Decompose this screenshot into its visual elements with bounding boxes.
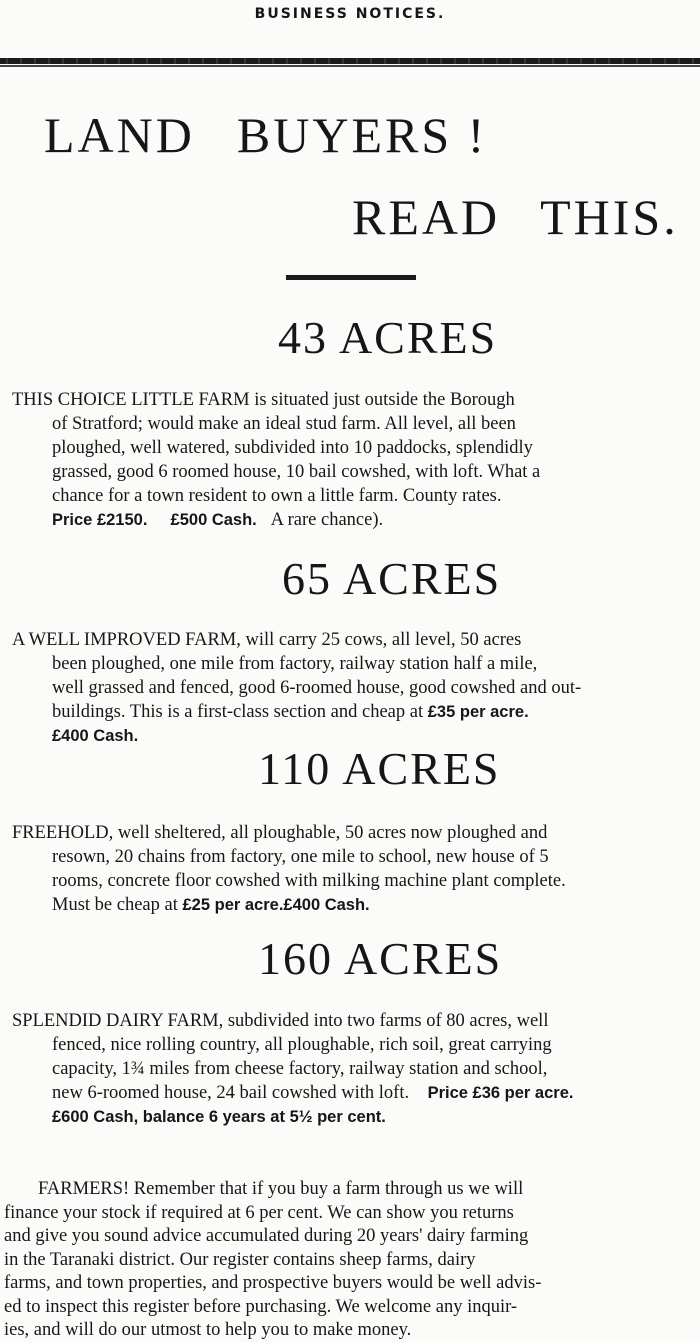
notice-line: and give you sound advice accumulated during 20 years' dairy farming xyxy=(4,1226,529,1246)
listing-line: chance for a town resident to own a little farm. County rates. xyxy=(52,486,502,506)
listing-line: rooms, concrete floor cowshed with milking machine plant complete. xyxy=(52,871,566,891)
notice-line: FARMERS! Remember that if you buy a farm through us we will xyxy=(38,1179,524,1199)
listing-160-acres-text xyxy=(12,1009,696,1129)
listing-heading-65-acres: 65 ACRES xyxy=(282,553,502,604)
listing-line xyxy=(12,1081,696,1105)
price-text: Price £2150. xyxy=(52,511,148,529)
header-rule-thin xyxy=(0,65,700,67)
listing-line-text: new 6-roomed house, 24 bail cowshed with loft. xyxy=(52,1083,410,1103)
headline-word-buyers: BUYERS ! xyxy=(236,107,488,163)
headline-line-1 xyxy=(44,107,488,163)
listing-heading-43-acres: 43 ACRES xyxy=(278,312,498,363)
listing-43-acres-text xyxy=(12,388,696,532)
notice-line: in the Taranaki district. Our register contains sheep farms, dairy xyxy=(4,1249,476,1270)
notice-line: finance your stock if required at 6 per cent. We can show you returns xyxy=(4,1202,514,1223)
tail-text: A rare chance). xyxy=(270,510,384,530)
listing-line: of Stratford; would make an ideal stud farm. All level, all been xyxy=(52,414,516,434)
headline-word-read: READ xyxy=(352,189,501,245)
listing-line: A WELL IMPROVED FARM, will carry 25 cows, all level, 50 acres xyxy=(12,630,522,650)
listing-line: SPLENDID DAIRY FARM, subdivided into two farms of 80 acres, well xyxy=(12,1011,549,1031)
listing-line: THIS CHOICE LITTLE FARM is situated just outside the Borough xyxy=(12,390,515,410)
farmers-notice xyxy=(4,1178,700,1343)
cash-text: £400 Cash. xyxy=(52,727,139,745)
section-masthead: BUSINESS NOTICES. xyxy=(254,6,446,22)
listing-line: grassed, good 6 roomed house, 10 bail cowshed, with loft. What a xyxy=(52,462,541,482)
listing-line-cash xyxy=(12,1105,696,1129)
listing-line: well grassed and fenced, good 6-roomed house, good cowshed and out- xyxy=(52,678,582,698)
listing-heading-160-acres: 160 ACRES xyxy=(258,933,503,984)
headline-word-this: THIS. xyxy=(540,189,679,245)
notice-line: farms, and town properties, and prospective buyers would be well advis- xyxy=(4,1273,542,1293)
listing-line-price xyxy=(12,508,696,532)
price-text: £35 per acre. xyxy=(427,703,529,721)
headline-line-2 xyxy=(352,189,679,245)
headline-word-land: LAND xyxy=(44,107,195,163)
listing-line-text: Must be cheap at xyxy=(52,895,178,915)
headline-divider xyxy=(286,275,416,280)
listing-line-text: buildings. This is a first-class section and cheap at xyxy=(52,702,424,722)
listing-heading-110-acres: 110 ACRES xyxy=(258,743,501,794)
listing-line: fenced, nice rolling country, all ploughable, rich soil, great carrying xyxy=(52,1035,552,1055)
notice-line: ies, and will do our utmost to help you to make money. xyxy=(4,1320,412,1340)
cash-text: £500 Cash. xyxy=(170,511,257,529)
listing-65-acres-text xyxy=(12,628,696,748)
listing-line xyxy=(12,893,696,917)
listing-110-acres-text xyxy=(12,821,696,917)
notice-line: ed to inspect this register before purchasing. We welcome any inquir- xyxy=(4,1296,518,1317)
listing-line: ploughed, well watered, subdivided into 10 paddocks, splendidly xyxy=(52,438,533,458)
listing-line: FREEHOLD, well sheltered, all ploughable, 50 acres now ploughed and xyxy=(12,823,548,843)
listing-line: been ploughed, one mile from factory, railway station half a mile, xyxy=(52,654,538,674)
price-text: £25 per acre.£400 Cash. xyxy=(182,896,370,914)
listing-line: capacity, 1¾ miles from cheese factory, railway station and school, xyxy=(52,1059,548,1079)
listing-line: resown, 20 chains from factory, one mile to school, new house of 5 xyxy=(52,847,549,867)
price-text: Price £36 per acre. xyxy=(427,1084,574,1102)
cash-text: £600 Cash, balance 6 years at 5½ per cent. xyxy=(52,1108,386,1126)
listing-line xyxy=(12,700,696,724)
header-rule xyxy=(0,58,700,64)
